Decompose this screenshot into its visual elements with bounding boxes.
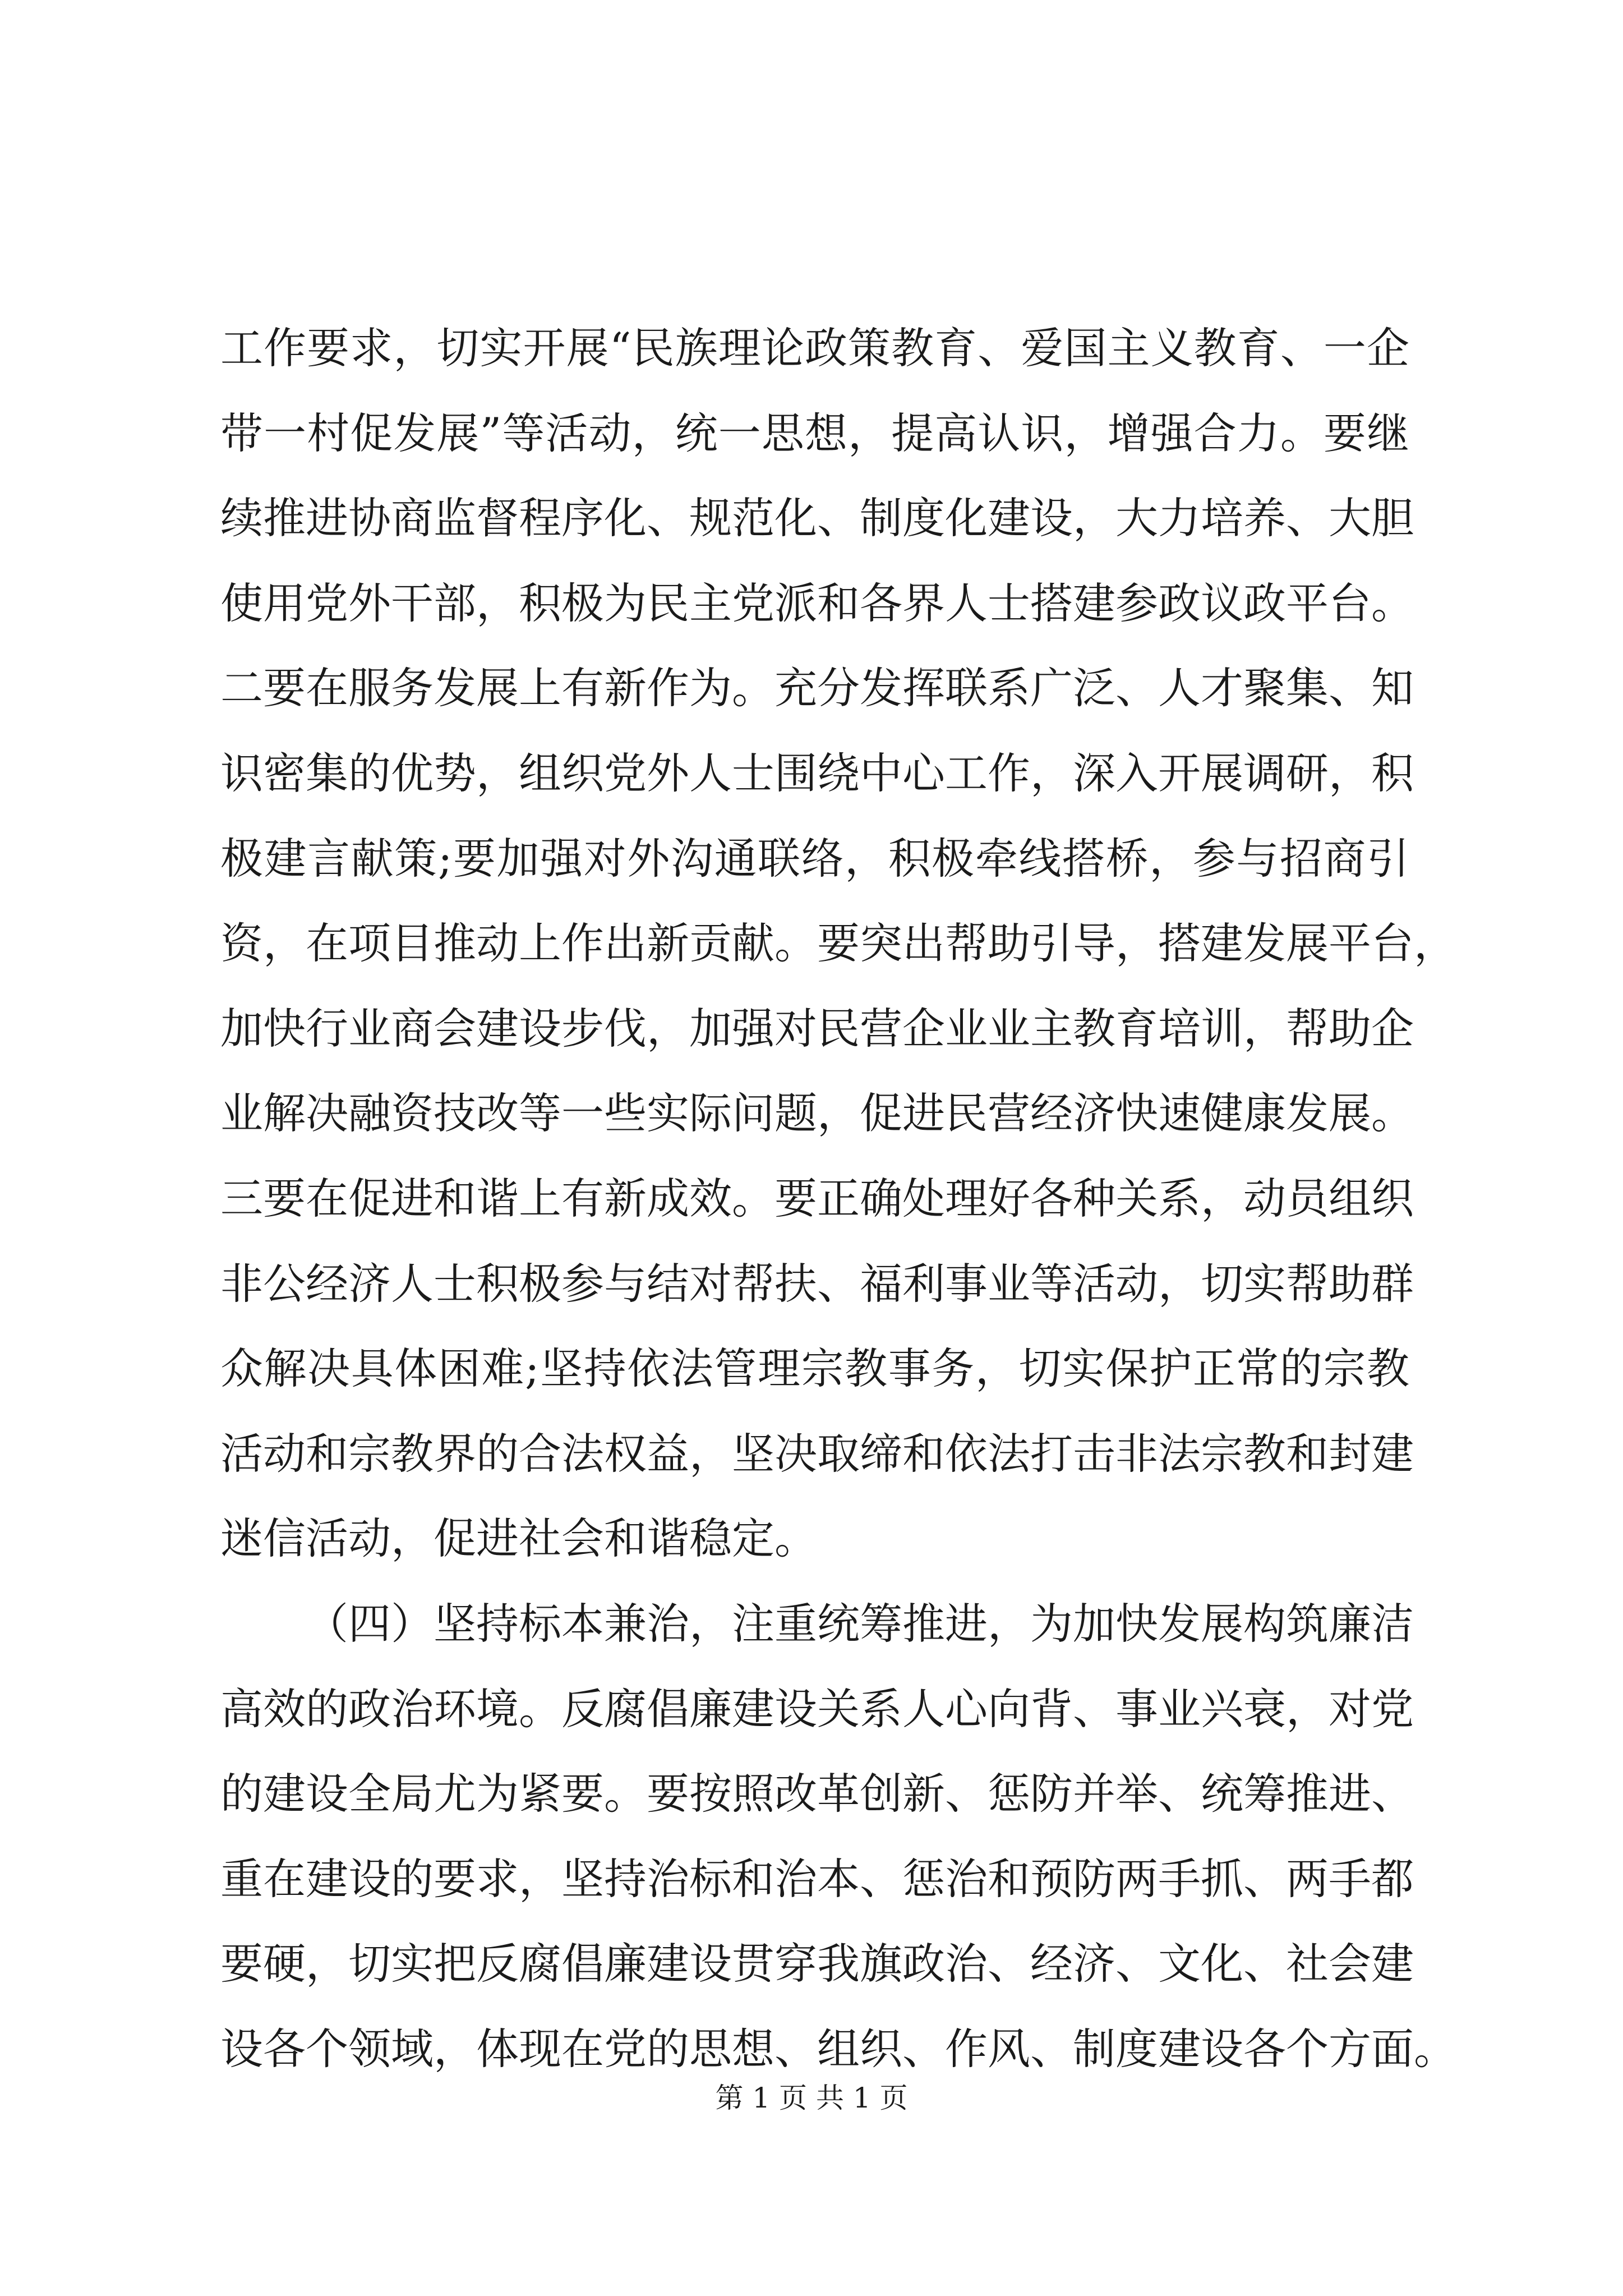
text-line: 要硬，切实把反腐倡廉建设贯穿我旗政治、经济、文化、社会建 — [220, 1939, 1414, 1989]
text-line: 加快行业商会建设步伐，加强对民营企业业主教育培训，帮助企 — [220, 1003, 1414, 1053]
text-line: 极建言献策;要加强对外沟通联络，积极牵线搭桥，参与招商引 — [220, 833, 1409, 884]
text-line: 高效的政治环境。反腐倡廉建设关系人心向背、事业兴衰，对党 — [220, 1683, 1414, 1734]
text-line: 众解决具体困难;坚持依法管理宗教事务，切实保护正常的宗教 — [220, 1343, 1409, 1394]
text-line: 迷信活动，促进社会和谐稳定。 — [220, 1513, 817, 1564]
text-line: 续推进协商监督程序化、规范化、制度化建设，大力培养、大胆 — [220, 493, 1414, 544]
text-line: 工作要求，切实开展“民族理论政策教育、爱国主义教育、一企 — [220, 323, 1409, 373]
text-line: 非公经济人士积极参与结对帮扶、福利事业等活动，切实帮助群 — [220, 1258, 1414, 1309]
text-line: 识密集的优势，组织党外人士围绕中心工作，深入开展调研，积 — [220, 748, 1414, 798]
text-line: 三要在促进和谐上有新成效。要正确处理好各种关系，动员组织 — [220, 1173, 1414, 1223]
text-line: 活动和宗教界的合法权益，坚决取缔和依法打击非法宗教和封建 — [220, 1428, 1414, 1479]
text-line: 带一村促发展”等活动，统一思想，提高认识，增强合力。要继 — [220, 408, 1409, 458]
text-line: 资，在项目推动上作出新贡献。要突出帮助引导，搭建发展平台， — [220, 918, 1456, 969]
text-line: 重在建设的要求，坚持治标和治本、惩治和预防两手抓、两手都 — [220, 1853, 1414, 1904]
text-line: 使用党外干部，积极为民主党派和各界人士搭建参政议政平台。 — [220, 578, 1414, 628]
section-heading-line: （四）坚持标本兼治，注重统筹推进，为加快发展构筑廉洁 — [306, 1598, 1414, 1649]
body-text — [220, 306, 1456, 2091]
text-line: 的建设全局尤为紧要。要按照改革创新、惩防并举、统筹推进、 — [220, 1769, 1414, 1819]
page-number-footer: 第 1 页 共 1 页 — [715, 2082, 908, 2114]
text-line: 二要在服务发展上有新作为。充分发挥联系广泛、人才聚集、知 — [220, 663, 1414, 714]
text-line: 设各个领域，体现在党的思想、组织、作风、制度建设各个方面。 — [220, 2023, 1456, 2074]
text-line: 业解决融资技改等一些实际问题，促进民营经济快速健康发展。 — [220, 1088, 1414, 1139]
